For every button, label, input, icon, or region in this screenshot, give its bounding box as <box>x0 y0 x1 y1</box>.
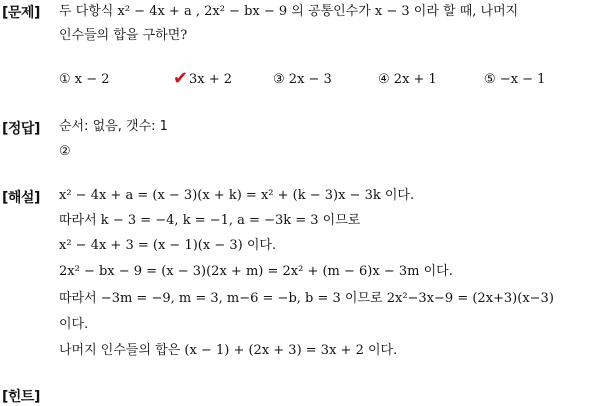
choice-5[interactable] <box>484 72 545 87</box>
explanation-line-1: x² − 4x + a = (x − 3)(x + k) = x² + (k − 3)x − 3k 이다. <box>59 188 415 203</box>
explanation-line-7: 나머지 인수들의 합은 (x − 1) + (2x + 3) = 3x + 2 이다. <box>59 343 398 358</box>
choice-2-text: 3x + 2 <box>189 72 233 87</box>
answer-value: ② <box>59 144 71 159</box>
choice-3-number: ③ <box>273 72 285 87</box>
explanation-line-4: 2x² − bx − 9 = (x − 3)(2x + m) = 2x² + (m − 6)x − 3m 이다. <box>59 264 453 279</box>
explanation-line-6: 이다. <box>59 317 89 332</box>
explanation-tag: [해설] <box>2 190 40 206</box>
choice-1-text: x − 2 <box>74 72 110 87</box>
choice-1-number: ① <box>59 72 71 87</box>
choice-4[interactable] <box>378 72 437 87</box>
answer-tag: [정답] <box>2 121 40 137</box>
answer-meta: 순서: 없음, 갯수: 1 <box>59 119 168 134</box>
explanation-line-5: 따라서 −3m = −9, m = 3, m−6 = −b, b = 3 이므로 2x²−3x−9 = (2x+3)(x−3) <box>59 291 554 306</box>
choice-1[interactable] <box>59 72 110 87</box>
problem-tag: [문제] <box>2 5 40 21</box>
explanation-line-2: 따라서 k − 3 = −4, k = −1, a = −3k = 3 이므로 <box>59 213 361 228</box>
choice-4-text: 2x + 1 <box>393 72 437 87</box>
problem-text-line-2: 인수들의 합을 구하면? <box>59 28 188 43</box>
choice-2[interactable] <box>189 72 232 87</box>
choice-5-text: −x − 1 <box>499 72 546 87</box>
choice-3-text: 2x − 3 <box>288 72 332 87</box>
check-mark-icon: ✔ <box>173 68 189 89</box>
choice-4-number: ④ <box>378 72 390 87</box>
choice-3[interactable] <box>273 72 332 87</box>
hint-tag: [힌트] <box>2 389 40 405</box>
problem-text-line-1: 두 다항식 x² − 4x + a , 2x² − bx − 9 의 공통인수가 x − 3 이라 할 때, 나머지 <box>59 4 519 19</box>
choice-5-number: ⑤ <box>484 72 496 87</box>
explanation-line-3: x² − 4x + 3 = (x − 1)(x − 3) 이다. <box>59 238 277 253</box>
